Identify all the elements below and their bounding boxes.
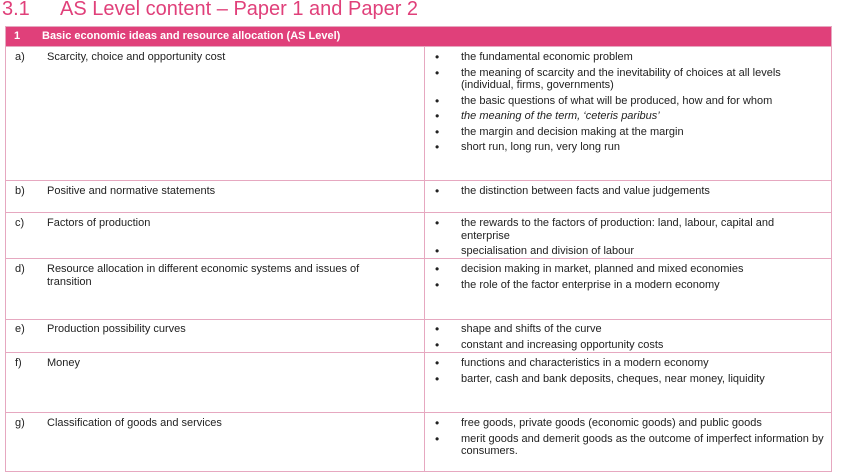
row-title: Scarcity, choice and opportunity cost <box>47 51 226 63</box>
table-row-c <box>6 212 831 258</box>
page-heading <box>2 0 418 21</box>
list-item: • the margin and decision making at the margin <box>431 126 826 139</box>
section-banner <box>6 27 831 46</box>
list-item: • decision making in market, planned and mixed economies <box>431 263 826 276</box>
section-title: Basic economic ideas and resource allocation (AS Level) <box>42 30 341 42</box>
section-number: 1 <box>14 30 21 42</box>
list-item: • constant and increasing opportunity costs <box>431 339 826 352</box>
row-title: Money <box>47 357 81 369</box>
list-item: • specialisation and division of labour <box>431 245 826 258</box>
list-item: • the fundamental economic problem <box>431 51 826 64</box>
heading-number: 3.1 <box>2 0 30 20</box>
bullet-list <box>431 357 826 388</box>
table-row-e <box>6 319 831 352</box>
list-item: • shape and shifts of the curve <box>431 323 826 336</box>
list-item: • functions and characteristics in a modern economy <box>431 357 826 370</box>
bullet-list <box>431 51 826 157</box>
list-item: • barter, cash and bank deposits, cheques, near money, liquidity <box>431 373 826 386</box>
list-item: • merit goods and demerit goods as the outcome of imperfect information by consumers. <box>431 433 826 458</box>
list-item: • free goods, private goods (economic goods) and public goods <box>431 417 826 430</box>
list-item: • short run, long run, very long run <box>431 141 826 154</box>
list-item: • the rewards to the factors of production: land, labour, capital and enterprise <box>431 217 826 242</box>
table-row-a <box>6 46 831 180</box>
list-item: • the role of the factor enterprise in a modern economy <box>431 279 826 292</box>
bullet-list <box>431 323 826 354</box>
list-item: • the distinction between facts and value judgements <box>431 185 826 198</box>
table-row-d <box>6 258 831 319</box>
table-row-f <box>6 352 831 412</box>
content-table <box>5 26 832 472</box>
bullet-list <box>431 263 826 294</box>
row-title: Factors of production <box>47 217 151 229</box>
table-row-b <box>6 180 831 212</box>
row-letter: f) <box>15 357 22 369</box>
row-letter: d) <box>15 263 25 275</box>
heading-title: AS Level content – Paper 1 and Paper 2 <box>60 0 419 20</box>
row-title: Classification of goods and services <box>47 417 222 429</box>
list-item: • the meaning of the term, ‘ceteris paribus’ <box>431 110 826 123</box>
row-title: Positive and normative statements <box>47 185 216 197</box>
row-letter: a) <box>15 51 25 63</box>
row-letter: b) <box>15 185 25 197</box>
bullet-list <box>431 185 826 201</box>
row-title: Resource allocation in different economic systems and issues of transition <box>47 263 360 288</box>
list-item: • the basic questions of what will be produced, how and for whom <box>431 95 826 108</box>
row-letter: c) <box>15 217 25 229</box>
row-letter: e) <box>15 323 25 335</box>
bullet-list <box>431 217 826 261</box>
table-row-g <box>6 412 831 471</box>
row-letter: g) <box>15 417 25 429</box>
row-title: Production possibility curves <box>47 323 186 335</box>
bullet-list <box>431 417 826 461</box>
list-item: • the meaning of scarcity and the inevitability of choices at all levels (individual, firms, governments) <box>431 67 826 92</box>
